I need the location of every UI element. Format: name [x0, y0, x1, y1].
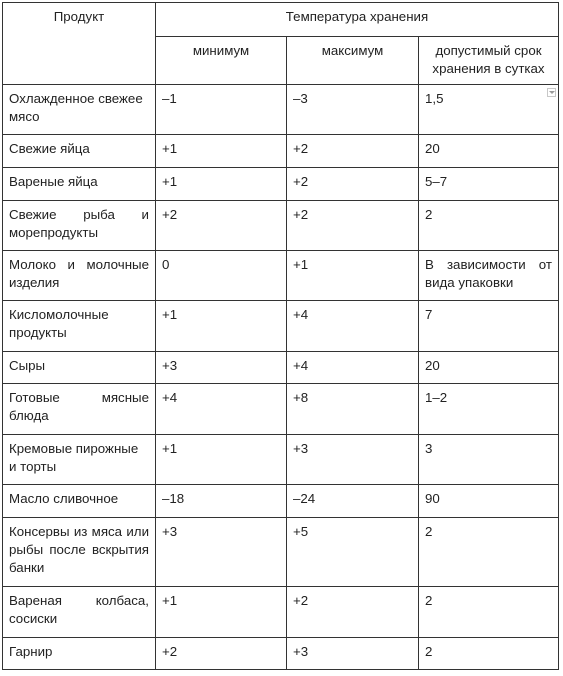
- max-cell: +3: [287, 435, 419, 485]
- shelf-life-cell: 5–7: [419, 168, 559, 201]
- min-cell: +1: [156, 135, 287, 168]
- shelf-life-cell: В зависимости от вида упаковки: [419, 251, 559, 301]
- min-cell: +2: [156, 638, 287, 670]
- product-cell: Вареная колбаса, сосиски: [3, 587, 156, 638]
- min-cell: 0: [156, 251, 287, 301]
- shelf-life-cell: 2: [419, 518, 559, 587]
- max-cell: –3: [287, 85, 419, 135]
- max-cell: +8: [287, 384, 419, 435]
- table-row: [3, 352, 559, 384]
- product-cell: Гарнир: [3, 638, 156, 670]
- max-cell: +3: [287, 638, 419, 670]
- shelf-life-cell: 3: [419, 435, 559, 485]
- max-cell: –24: [287, 485, 419, 518]
- header-row-top: [3, 3, 559, 37]
- product-cell: Охлажденное свежее мясо: [3, 85, 156, 135]
- max-cell: +1: [287, 251, 419, 301]
- product-cell: Кисломолочные продукты: [3, 301, 156, 352]
- min-cell: –1: [156, 85, 287, 135]
- shelf-life-cell: 2: [419, 638, 559, 670]
- shelf-life-cell: 2: [419, 201, 559, 251]
- product-cell: Свежие яйца: [3, 135, 156, 168]
- max-cell: +5: [287, 518, 419, 587]
- max-cell: +2: [287, 168, 419, 201]
- product-cell: Вареные яйца: [3, 168, 156, 201]
- shelf-life-cell: 2: [419, 587, 559, 638]
- shelf-life-cell-inner: [425, 90, 552, 108]
- header-product: Продукт: [3, 3, 156, 85]
- product-cell: Молоко и молочные изделия: [3, 251, 156, 301]
- shelf-life-cell: 90: [419, 485, 559, 518]
- product-cell: Готовые мясные блюда: [3, 384, 156, 435]
- max-cell: +2: [287, 135, 419, 168]
- header-temperature: Температура хранения: [156, 3, 559, 37]
- shelf-life-cell: 20: [419, 135, 559, 168]
- max-cell: +2: [287, 201, 419, 251]
- min-cell: –18: [156, 485, 287, 518]
- header-max: максимум: [287, 37, 419, 85]
- table-row: [3, 384, 559, 435]
- product-cell: Сыры: [3, 352, 156, 384]
- max-cell: +4: [287, 352, 419, 384]
- table-row: [3, 168, 559, 201]
- table-row: [3, 85, 559, 135]
- storage-temperature-table: [2, 2, 559, 670]
- table-body: [3, 3, 559, 670]
- table-row: [3, 587, 559, 638]
- min-cell: +2: [156, 201, 287, 251]
- min-cell: +3: [156, 352, 287, 384]
- min-cell: +1: [156, 168, 287, 201]
- table-row: [3, 638, 559, 670]
- dropdown-arrow-icon[interactable]: [547, 88, 556, 97]
- product-cell: Масло сливочное: [3, 485, 156, 518]
- product-cell: Свежие рыба и морепродукты: [3, 201, 156, 251]
- max-cell: +2: [287, 587, 419, 638]
- table-row: [3, 251, 559, 301]
- product-cell: Кремовые пирожные и торты: [3, 435, 156, 485]
- min-cell: +1: [156, 587, 287, 638]
- min-cell: +3: [156, 518, 287, 587]
- min-cell: +1: [156, 435, 287, 485]
- shelf-life-value: 1,5: [425, 91, 444, 106]
- max-cell: +4: [287, 301, 419, 352]
- shelf-life-cell: 1–2: [419, 384, 559, 435]
- shelf-life-cell: [419, 85, 559, 135]
- table-row: [3, 485, 559, 518]
- table-row: [3, 301, 559, 352]
- header-min: минимум: [156, 37, 287, 85]
- header-shelf-life: допустимый срок хранения в сутках: [419, 37, 559, 85]
- product-cell: Консервы из мяса или рыбы после вскрытия банки: [3, 518, 156, 587]
- shelf-life-cell: 20: [419, 352, 559, 384]
- min-cell: +4: [156, 384, 287, 435]
- table-row: [3, 135, 559, 168]
- min-cell: +1: [156, 301, 287, 352]
- table-row: [3, 518, 559, 587]
- table-row: [3, 201, 559, 251]
- shelf-life-cell: 7: [419, 301, 559, 352]
- table-row: [3, 435, 559, 485]
